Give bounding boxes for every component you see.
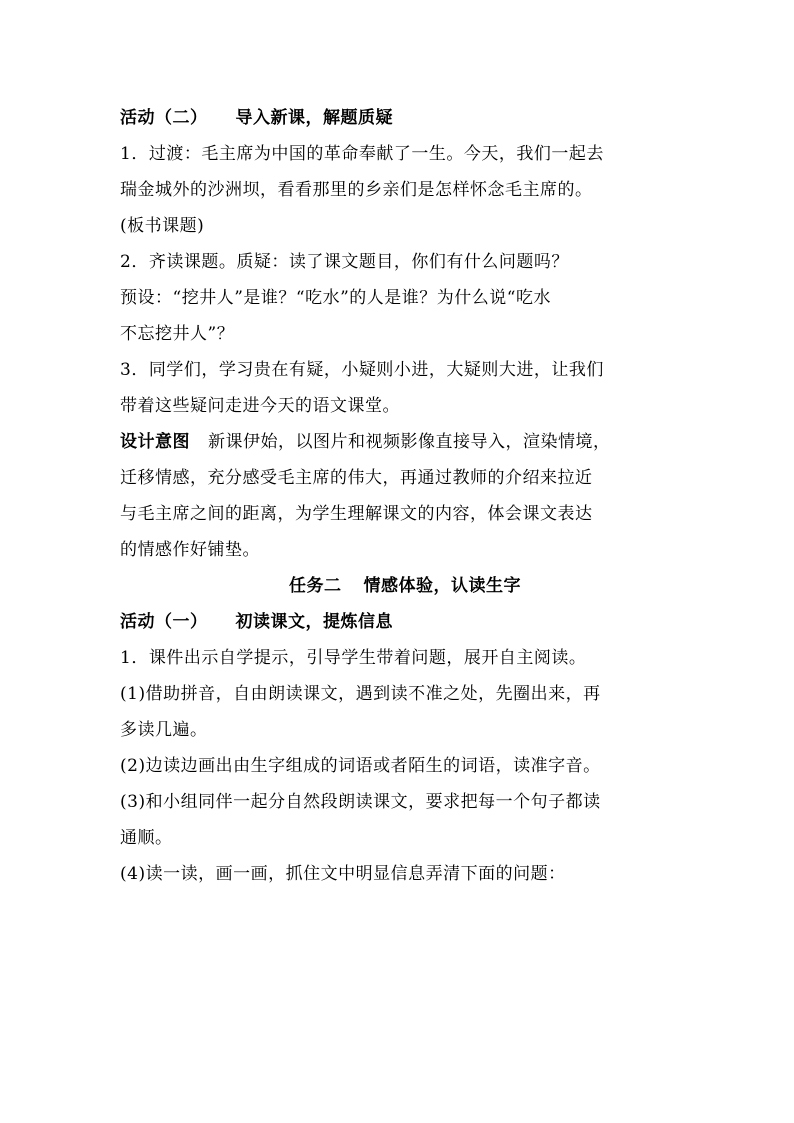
paragraph-line: (2)边读边画出由生字组成的词语或者陌生的词语，读准字音。 (120, 756, 601, 776)
design-intent-text: 新课伊始，以图片和视频影像直接导入，渲染情境， (208, 432, 611, 452)
paragraph-line: 与毛主席之间的距离，为学生理解课文的内容，体会课文表达 (120, 504, 593, 524)
paragraph-line: 预设：“挖井人”是谁？“吃水”的人是谁？为什么说“吃水 (120, 288, 551, 308)
task-2-label: 任务二 (289, 576, 342, 596)
task-2-heading (120, 568, 690, 604)
paragraph-line: 1．过渡：毛主席为中国的革命奉献了一生。今天，我们一起去 (120, 144, 604, 164)
activity-2-title: 导入新课，解题质疑 (235, 108, 393, 128)
paragraph-line: 3．同学们，学习贵在有疑，小疑则小进，大疑则大进，让我们 (120, 360, 604, 380)
activity-2-heading (120, 100, 690, 136)
activity-1-heading (120, 604, 690, 640)
paragraph-line: (3)和小组同伴一起分自然段朗读课文，要求把每一个句子都读 (120, 792, 601, 812)
paragraph-line: 2．齐读课题。质疑：读了课文题目，你们有什么问题吗？ (120, 252, 569, 272)
paragraph-line: 带着这些疑问走进今天的语文课堂。 (120, 396, 400, 416)
paragraph-line: (4)读一读，画一画，抓住文中明显信息弄清下面的问题： (120, 864, 566, 884)
task-2-title: 情感体验，认读生字 (363, 576, 521, 596)
paragraph-line: 通顺。 (120, 828, 173, 848)
activity-1-label: 活动（一） (120, 612, 208, 632)
activity-1-title: 初读课文，提炼信息 (235, 612, 393, 632)
design-intent-label: 设计意图 (120, 432, 190, 452)
paragraph-line: (板书课题) (120, 216, 205, 236)
paragraph-line: 瑞金城外的沙洲坝，看看那里的乡亲们是怎样怀念毛主席的。 (120, 180, 593, 200)
paragraph-line: 不忘挖井人”？ (120, 324, 235, 344)
paragraph-line: 1．课件出示自学提示，引导学生带着问题，展开自主阅读。 (120, 648, 587, 668)
paragraph-line: 迁移情感，充分感受毛主席的伟大，再通过教师的介绍来拉近 (120, 468, 593, 488)
paragraph-line: (1)借助拼音，自由朗读课文，遇到读不准之处，先圈出来，再 (120, 684, 601, 704)
activity-2-label: 活动（二） (120, 108, 208, 128)
paragraph-line: 多读几遍。 (120, 720, 208, 740)
design-intent-line (120, 424, 690, 460)
document-page (120, 100, 690, 892)
paragraph-line: 的情感作好铺垫。 (120, 540, 260, 560)
